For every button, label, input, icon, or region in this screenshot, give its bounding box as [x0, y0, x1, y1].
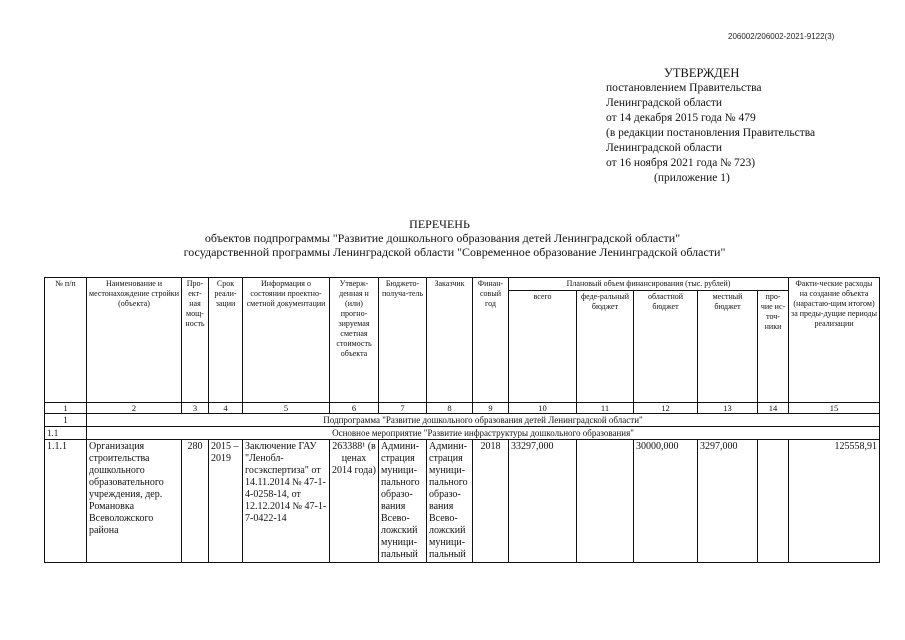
row-total: 33297,000 [509, 440, 577, 563]
column-numbers-row [45, 403, 880, 414]
table-row [45, 440, 880, 563]
col-number: 7 [379, 403, 427, 414]
col-number: 10 [509, 403, 577, 414]
header-local: местный бюджет [698, 291, 758, 403]
title-line-2: объектов подпрограммы "Развитие дошкольного образования детей Ленинградской области" [204, 231, 681, 245]
col-number: 4 [209, 403, 243, 414]
title-line-3: государственной программы Ленинградской области "Современное образование Ленинградской области" [183, 245, 726, 259]
title-line-1: ПЕРЕЧЕНЬ [409, 217, 470, 231]
approval-block [606, 66, 815, 186]
header-capacity: Про-ект-ная мощ-ность [182, 278, 209, 403]
header-info: Информация о состоянии проектно-сметной документации [243, 278, 330, 403]
document-number: 206002/206002-2021-9122(3) [728, 32, 835, 41]
approval-heading: УТВЕРЖДЕН [664, 66, 740, 80]
col-number: 9 [473, 403, 509, 414]
header-sources: про-чие ис-точ-ники [758, 291, 789, 403]
col-number: 11 [577, 403, 634, 414]
approval-line: от 14 декабря 2015 года № 479 [606, 112, 756, 124]
col-number: 5 [243, 403, 330, 414]
row-cost: 263388¹ (в ценах 2014 года) [330, 440, 379, 563]
header-plan-group: Плановый объем финансирования (тыс. рублей) [509, 278, 789, 291]
header-total: всего [509, 291, 577, 403]
row-sources [758, 440, 789, 563]
approval-line: от 16 ноября 2021 года № 723) [606, 157, 756, 169]
header-customer: Заказчик [427, 278, 473, 403]
col-number: 6 [330, 403, 379, 414]
header-name: Наименование и местонахождение стройки (объекта) [87, 278, 182, 403]
measure-title: Основное мероприятие "Развитие инфраструктуры дошкольного образования" [87, 427, 880, 440]
approval-appendix: (приложение 1) [654, 172, 730, 184]
col-number: 15 [789, 403, 880, 414]
col-number: 3 [182, 403, 209, 414]
col-number: 8 [427, 403, 473, 414]
objects-table [44, 277, 880, 563]
row-name: Организация строительства дошкольного образовательного учреждения, дер. Романовка Всеволожского района [87, 440, 182, 563]
approval-line: Ленинградской области [606, 142, 723, 154]
subprogram-row [45, 414, 880, 427]
document-title [0, 217, 905, 259]
subprogram-num: 1 [45, 414, 87, 427]
row-customer: Админи-страция муници-пального образо-вания Всево-ложский муници-пальный [427, 440, 473, 563]
header-federal: феде-ральный бюджет [577, 291, 634, 403]
header-row [45, 278, 880, 291]
row-actual: 125558,91 [789, 440, 880, 563]
approval-line: (в редакции постановления Правительства [606, 127, 816, 139]
header-cost: Утверж-денная н (или) прогно-зируемая сметная стоимость объекта [330, 278, 379, 403]
header-year: Финан-совый год [473, 278, 509, 403]
row-local: 3297,000 [698, 440, 758, 563]
row-info: Заключение ГАУ "Ленобл-госэкспертиза" от 14.11.2014 № 47-1-4-0258-14, от 12.12.2014 № 47-1-7-0422-14 [243, 440, 330, 563]
row-term: 2015 – 2019 [209, 440, 243, 563]
header-recipient: Бюджето-получа-тель [379, 278, 427, 403]
col-number: 13 [698, 403, 758, 414]
row-federal [577, 440, 634, 563]
row-regional: 30000,000 [634, 440, 698, 563]
measure-row [45, 427, 880, 440]
header-num: № п/п [45, 278, 87, 403]
col-number: 12 [634, 403, 698, 414]
header-actual: Факти-ческие расходы на создание объекта (нарастаю-щим итогом) за преды-дущие периоды реализации [789, 278, 880, 403]
col-number: 1 [45, 403, 87, 414]
subprogram-title: Подпрограмма "Развитие дошкольного образования детей Ленинградской области" [87, 414, 880, 427]
row-num: 1.1.1 [45, 440, 87, 563]
header-term: Срок реали-зации [209, 278, 243, 403]
measure-num: 1.1 [45, 427, 87, 440]
row-year: 2018 [473, 440, 509, 563]
approval-line: Ленинградской области [606, 97, 723, 109]
approval-line: постановлением Правительства [606, 82, 762, 94]
row-capacity: 280 [182, 440, 209, 563]
col-number: 14 [758, 403, 789, 414]
col-number: 2 [87, 403, 182, 414]
row-recipient: Админи-страция муници-пального образо-вания Всево-ложский муници-пальный [379, 440, 427, 563]
header-regional: областной бюджет [634, 291, 698, 403]
